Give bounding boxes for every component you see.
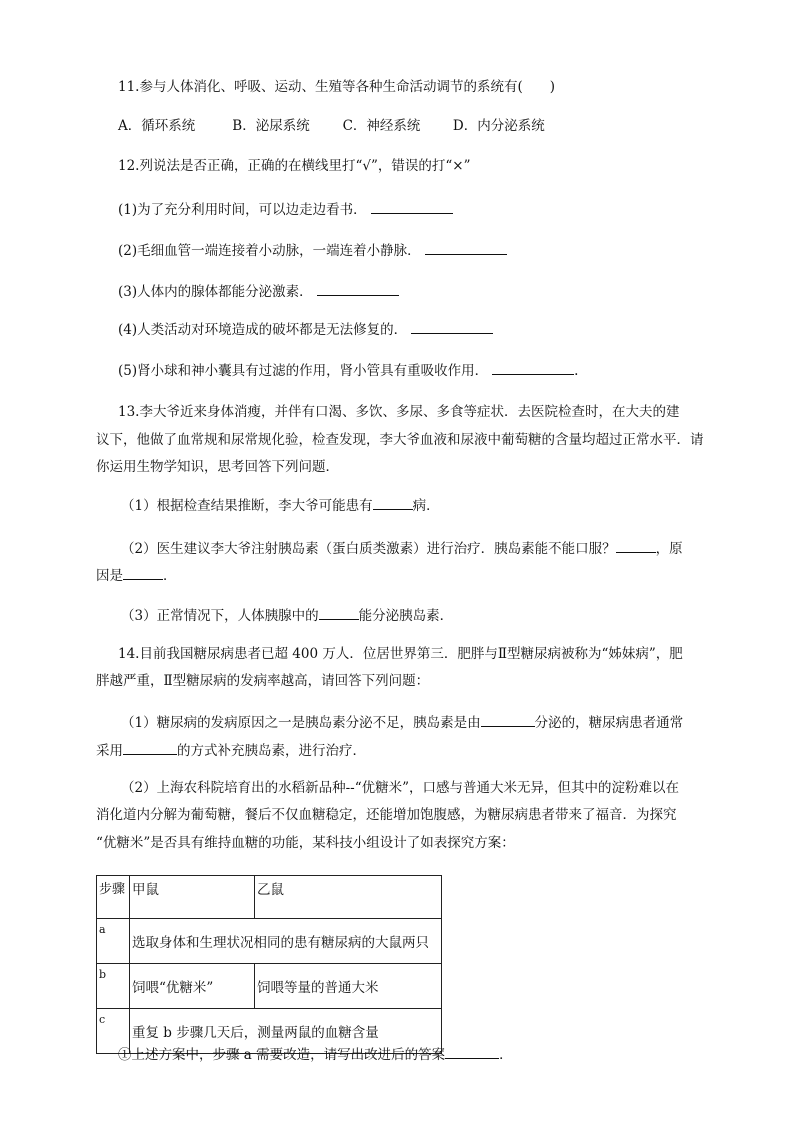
table-step-b: b <box>97 964 130 1009</box>
q11-options <box>118 117 545 135</box>
q13-part-3-end: 能分泌胰岛素． <box>358 608 454 624</box>
q13-line-3: 你运用生物学知识，思考回答下列问题． <box>96 459 339 475</box>
q13-part-3 <box>121 605 453 625</box>
q14-part-1-cont <box>96 740 366 760</box>
answer-blank[interactable] <box>481 712 535 727</box>
q11-option-b: B．泌尿系统 <box>232 118 310 134</box>
q13-part-2 <box>121 538 683 558</box>
table-row-c-text: 重复 b 步骤几天后，测量两鼠的血糖含量 <box>130 1009 442 1054</box>
q12-item-1 <box>118 199 453 219</box>
table-header-yi: 乙鼠 <box>255 876 442 919</box>
answer-blank[interactable] <box>317 281 399 296</box>
q12-item-3 <box>118 281 399 301</box>
table-row-a-text: 选取身体和生理状况相同的患有糖尿病的大鼠两只 <box>130 919 442 964</box>
q13-part-2-end: ． <box>163 568 177 584</box>
q13-part-2-reason-label: 因是 <box>96 568 123 584</box>
q14-sub-1 <box>118 1044 513 1064</box>
table-row-b-jia: 饲喂“优糖米” <box>130 964 255 1009</box>
q13-part-2-mid: ，原 <box>655 541 683 557</box>
q11-stem: 11.参与人体消化、呼吸、运动、生殖等各种生命活动调节的系统有( ) <box>118 79 556 95</box>
q13-line-2: 议下，他做了血常规和尿常规化验，检查发现，李大爷血液和尿液中葡萄糖的含量均超过正常水平．请 <box>96 432 704 448</box>
q14-part-2-line-3: “优糖米”是否具有维持血糖的功能，某科技小组设计了如表探究方案： <box>96 835 515 851</box>
answer-blank[interactable] <box>371 199 453 214</box>
q14-part-1-end: 的方式补充胰岛素，进行治疗． <box>177 743 366 759</box>
q13-part-1 <box>121 495 440 515</box>
table-header-row <box>97 876 442 919</box>
q14-line-2: 胖越严重，Ⅱ型糖尿病的发病率越高，请回答下列问题： <box>96 673 430 689</box>
q13-line-1: 13.李大爷近来身体消瘦，并伴有口渴、多饮、多尿、多食等症状．去医院检查时，在大夫的建 <box>118 404 680 420</box>
q14-line-1: 14.目前我国糖尿病患者已超 400 万人．位居世界第三．肥胖与Ⅱ型糖尿病被称为“姊妹病”，肥 <box>118 646 683 662</box>
q14-part-1-cont-label: 采用 <box>96 743 123 759</box>
q13-part-1-text: （1）根据检查结果推断，李大爷可能患有 <box>121 498 373 514</box>
q12-item-2-text: (2)毛细血管一端连接着小动脉，一端连着小静脉． <box>118 243 421 259</box>
q14-part-1-mid: 分泌的，糖尿病患者通常 <box>534 715 684 731</box>
table-row <box>97 964 442 1009</box>
table-row <box>97 919 442 964</box>
q13-part-2-cont <box>96 565 177 585</box>
q13-part-1-end: 病． <box>412 498 440 514</box>
q12-item-3-text: (3)人体内的腺体都能分泌激素． <box>118 284 313 300</box>
table-step-c: c <box>97 1009 130 1054</box>
q11-option-c: C．神经系统 <box>342 118 421 134</box>
q11-option-d: D．内分泌系统 <box>452 118 545 134</box>
table-row-b-yi: 饲喂等量的普通大米 <box>255 964 442 1009</box>
answer-blank[interactable] <box>616 538 656 553</box>
table-header-jia: 甲鼠 <box>130 876 255 919</box>
q12-item-4-text: (4)人类活动对环境造成的破坏都是无法修复的． <box>118 322 408 338</box>
q14-sub-1-end: ． <box>499 1047 513 1063</box>
q14-sub-1-text: ①上述方案中，步骤 a 需要改造，请写出改进后的答案 <box>118 1047 446 1063</box>
q12-item-5-text: (5)肾小球和神小囊具有过滤的作用，肾小管具有重吸收作用． <box>118 363 489 379</box>
answer-blank[interactable] <box>411 319 493 334</box>
table-header-step: 步骤 <box>97 876 130 919</box>
q11-option-a: A．循环系统 <box>118 118 196 134</box>
q14-part-2-line-1: （2）上海农科院培育出的水稻新品种--“优糖米”，口感与普通大米无异，但其中的淀粉难以在 <box>121 780 680 796</box>
answer-blank[interactable] <box>425 240 507 255</box>
q13-part-2-text: （2）医生建议李大爷注射胰岛素（蛋白质类激素）进行治疗．胰岛素能不能口服？ <box>121 541 616 557</box>
q14-part-1 <box>121 712 683 732</box>
table-step-a: a <box>97 919 130 964</box>
q12-item-1-text: (1)为了充分利用时间，可以边走边看书． <box>118 202 367 218</box>
answer-blank[interactable] <box>373 495 413 510</box>
q14-part-2-line-2: 消化道内分解为葡萄糖，餐后不仅血糖稳定，还能增加饱腹感，为糖尿病患者带来了福音．为探究 <box>96 807 677 823</box>
q12-item-4 <box>118 319 493 339</box>
q12-item-2 <box>118 240 507 260</box>
answer-blank[interactable] <box>492 360 574 375</box>
answer-blank[interactable] <box>319 605 359 620</box>
q12-item-5 <box>118 360 578 380</box>
answer-blank[interactable] <box>123 565 163 580</box>
q12-stem: 12.列说法是否正确，正确的在横线里打“√”，错误的打“×” <box>118 158 471 174</box>
answer-blank[interactable] <box>445 1044 499 1059</box>
q12-item-5-end: . <box>574 363 579 379</box>
q14-part-1-text: （1）糖尿病的发病原因之一是胰岛素分泌不足，胰岛素是由 <box>121 715 481 731</box>
answer-blank[interactable] <box>123 740 177 755</box>
experiment-table <box>96 875 442 1054</box>
q13-part-3-text: （3）正常情况下，人体胰腺中的 <box>121 608 319 624</box>
